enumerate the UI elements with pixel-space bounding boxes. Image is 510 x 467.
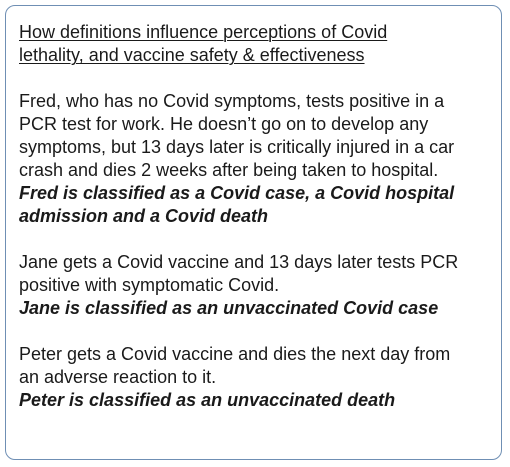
- scenario-fred-verdict-1: Fred is classified as a Covid case, a Covid hospital: [19, 183, 455, 203]
- scenario-fred-text-3: symptoms, but 13 days later is critically injured in a car: [19, 137, 455, 157]
- definitions-card: [5, 5, 502, 460]
- scenario-peter-verdict-1: Peter is classified as an unvaccinated death: [19, 390, 396, 410]
- scenario-jane: [19, 251, 491, 320]
- title-line-2: lethality, and vaccine safety & effectiveness: [19, 45, 365, 65]
- scenario-jane-text-2: positive with symptomatic Covid.: [19, 275, 280, 295]
- scenario-fred: [19, 90, 491, 228]
- scenario-jane-verdict-1: Jane is classified as an unvaccinated Covid case: [19, 298, 439, 318]
- scenario-fred-verdict-2: admission and a Covid death: [19, 206, 269, 226]
- title-line-1: How definitions influence perceptions of Covid: [19, 22, 388, 42]
- scenario-peter-text-2: an adverse reaction to it.: [19, 367, 217, 387]
- scenario-peter: [19, 343, 491, 412]
- scenario-peter-text-1: Peter gets a Covid vaccine and dies the next day from: [19, 344, 451, 364]
- card-title: [19, 21, 491, 67]
- scenario-jane-text-1: Jane gets a Covid vaccine and 13 days later tests PCR: [19, 252, 459, 272]
- scenario-fred-text-1: Fred, who has no Covid symptoms, tests positive in a: [19, 91, 445, 111]
- scenario-fred-text-2: PCR test for work. He doesn’t go on to develop any: [19, 114, 429, 134]
- scenario-fred-text-4: crash and dies 2 weeks after being taken to hospital.: [19, 160, 439, 180]
